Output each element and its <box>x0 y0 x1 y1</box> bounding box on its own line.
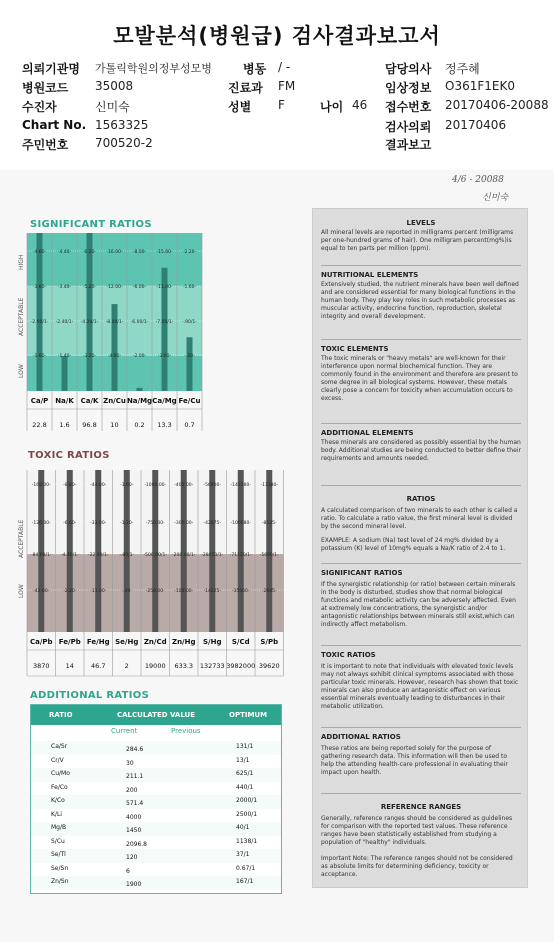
ratio-label: Ca/Mg <box>152 397 177 405</box>
current-value: 2096.8 <box>126 840 147 848</box>
tick-label: -6.00/1- <box>130 320 149 325</box>
ratio-bar <box>137 388 143 391</box>
handwritten-name: 신미숙 <box>482 193 509 203</box>
ward-value: / - <box>278 60 291 74</box>
age-value: 46 <box>352 98 368 112</box>
tick-label: -11.00- <box>90 589 107 594</box>
divider <box>321 339 521 340</box>
ratio-label: S/Pb <box>260 638 279 646</box>
levels-text: All mineral levels are reported in milligrams percent (milligrams per one-hundred grams of hair). One milligram percent(mg%)is equal to ten parts per million (ppm). <box>321 229 514 252</box>
tick-label: -11.00- <box>156 285 173 290</box>
additional-elements-title: ADDITIONAL ELEMENTS <box>321 429 414 437</box>
divider <box>321 563 521 564</box>
col-previous: Previous <box>171 727 201 735</box>
chart-no-value: 1563325 <box>95 118 149 132</box>
current-value: 284.6 <box>126 746 144 753</box>
optimum-value: 167/1 <box>236 878 254 885</box>
ratio-label: S/Hg <box>203 638 222 646</box>
optimum-value: 40/1 <box>236 824 250 831</box>
ratios-title: RATIOS <box>406 495 436 503</box>
tick-label: -3.40- <box>57 285 72 290</box>
ratio-name: Fe/Co <box>51 783 68 791</box>
doctor-label: 담당의사 <box>385 62 432 76</box>
tick-label: -4.40/1- <box>60 553 79 558</box>
tick-label: -500.00/1- <box>143 553 167 558</box>
significant-ratios-info-text: If the synergistic relationship (or ratio) between certain minerals in the body is disturbed, studies show that normal biological functions and metabolic activity can be adversely affected. Even at extremely low concentrations, the synergistic and/or antagonistic relationships between minerals still exist,which can indirectly affect metabolism. <box>321 581 516 628</box>
divider <box>321 423 521 424</box>
ratio-label: Zn/Cd <box>143 638 167 646</box>
optimum-value: 0.67/1 <box>236 864 256 872</box>
table-row <box>31 876 281 890</box>
ward-label: 병동 <box>243 62 267 76</box>
table-row <box>31 755 281 769</box>
ratio-value: 13.3 <box>157 421 172 429</box>
ratio-label: Ca/Pb <box>29 638 53 646</box>
tick-label: -.80/1- <box>119 553 135 558</box>
tick-label: -1.60- <box>182 285 197 290</box>
additional-ratios-info-title: ADDITIONAL RATIOS <box>321 733 401 741</box>
tick-label: -126.00- <box>31 521 51 526</box>
ratio-bar <box>37 233 43 391</box>
ratio-bar <box>181 470 187 632</box>
ratio-label: Zn/Cu <box>103 397 126 405</box>
tick-label: -4.60- <box>32 250 47 255</box>
current-value: 1450 <box>126 827 142 834</box>
tick-label: -4.40- <box>57 250 72 255</box>
tick-label: -22.00/1- <box>87 553 109 558</box>
ratio-bar <box>238 470 244 632</box>
toxic-band-acceptable-label: ACCEPTABLE <box>18 519 25 558</box>
significant-ratios-info-title: SIGNIFICANT RATIOS <box>321 569 403 577</box>
tick-label: -6.60- <box>63 521 77 526</box>
rrn-value: 700520-2 <box>95 136 153 150</box>
tick-label: -750.00- <box>145 521 165 526</box>
table-row <box>31 849 281 863</box>
ratio-name: Mg/B <box>51 824 67 831</box>
hospital-code-value: 35008 <box>95 79 134 93</box>
ratio-value: 96.8 <box>82 421 97 429</box>
tick-label: -11380- <box>260 483 279 488</box>
optimum-value: 37/1 <box>236 851 250 858</box>
handwritten-note: 4/6 - 20088 <box>452 175 504 185</box>
ratio-label: Na/Mg <box>126 397 153 405</box>
tick-label: -2.60/1- <box>30 320 49 325</box>
tick-label: -5690/1- <box>259 553 279 558</box>
table-row <box>31 768 281 782</box>
sex-label: 성별 <box>228 100 252 114</box>
tick-label: -8.00/1- <box>105 320 124 325</box>
clinical-value: O361F1EK0 <box>445 79 515 93</box>
ratio-label: Se/Hg <box>115 638 139 646</box>
tick-label: -300.00- <box>174 521 194 526</box>
tick-label: -2.20- <box>63 589 77 594</box>
ratio-label: S/Cd <box>231 638 250 646</box>
ratio-name: Cr/V <box>51 756 64 764</box>
patient-value: 신미숙 <box>95 100 130 114</box>
col-ratio: RATIO <box>49 711 73 719</box>
hospital-code-label: 병원코드 <box>22 81 69 95</box>
ratios-example: EXAMPLE: A sodium (Na) test level of 24 mg% divided by a potassium (K) level of 10mg% equals a Na/K ratio of 2.4 to 1. <box>321 537 506 552</box>
rrn-label: 주민번호 <box>22 138 69 152</box>
col-optimum: OPTIMUM <box>229 711 268 719</box>
divider <box>321 645 521 646</box>
divider <box>321 727 521 728</box>
ratio-value: 3982000 <box>226 662 256 670</box>
table-row <box>31 863 281 877</box>
levels-title: LEVELS <box>406 219 436 227</box>
institution-label: 의뢰기관명 <box>22 62 80 76</box>
current-value: 200 <box>126 786 138 794</box>
tick-label: -16.00- <box>106 250 123 255</box>
tick-label: -1.60- <box>32 354 47 359</box>
tick-label: -.20- <box>184 354 195 359</box>
additional-ratios-table <box>30 704 282 894</box>
tick-label: -2.00- <box>132 354 147 359</box>
ratio-bar <box>187 337 193 391</box>
doctor-value: 정주혜 <box>445 62 480 76</box>
ratio-value: 14 <box>65 662 74 670</box>
tick-label: -56900- <box>203 483 222 488</box>
ratio-name: Se/Tl <box>51 851 66 858</box>
tick-label: -71120/1- <box>229 553 252 558</box>
tick-label: -4.00- <box>107 354 122 359</box>
ratio-name: S/Cu <box>51 837 65 845</box>
tick-label: -35560- <box>231 589 250 594</box>
report-title: 모발분석(병원급) 검사결과보고서 <box>113 24 441 48</box>
tick-label: -3.20- <box>82 354 97 359</box>
optimum-value: 440/1 <box>236 783 254 791</box>
institution-value: 가톨릭학원의정부성모병 <box>95 62 212 75</box>
toxic-ratios-chart <box>12 462 290 684</box>
sex-value: F <box>278 98 285 112</box>
additional-ratios-info-text: These ratios are being reported solely for the purpose of gathering research data. This information will then be used to help the attending health-care professional in evaluating their impact upon health. <box>321 745 508 776</box>
clinical-label: 임상정보 <box>385 81 432 95</box>
ratio-bar <box>87 233 93 391</box>
tick-label: -8.80- <box>63 483 77 488</box>
ratio-label: Fe/Hg <box>86 638 110 646</box>
tick-label: -3.60- <box>32 285 47 290</box>
band-acceptable-label: ACCEPTABLE <box>18 297 25 336</box>
band-high-label: HIGH <box>18 254 25 270</box>
nutritional-title: NUTRITIONAL ELEMENTS <box>321 271 419 279</box>
table-row <box>31 795 281 809</box>
col-calculated: CALCULATED VALUE <box>117 711 196 719</box>
request-label: 검사의뢰 <box>385 120 432 134</box>
tick-label: -.90/1- <box>182 320 197 325</box>
additional-elements-text: These minerals are considered as possibly essential by the human body. Additional studies are being conducted to better define their requirements and amounts needed. <box>321 439 521 462</box>
current-value: 211.1 <box>126 773 144 780</box>
toxic-band-low-label: LOW <box>18 584 25 598</box>
table-row <box>31 822 281 836</box>
table-header <box>31 705 281 725</box>
toxic-ratios-info-title: TOXIC RATIOS <box>321 651 376 659</box>
tick-label: -14225- <box>203 589 222 594</box>
tick-label: -8.00- <box>132 250 147 255</box>
current-value: 4000 <box>126 813 142 821</box>
optimum-value: 2000/1 <box>236 797 258 804</box>
ratio-bar <box>62 356 68 391</box>
table-row <box>31 809 281 823</box>
ratio-label: Zn/Hg <box>172 638 196 646</box>
ratio-value: 132733 <box>199 662 225 670</box>
request-value: 20170406 <box>445 118 507 132</box>
ratio-label: Fe/Pb <box>58 638 81 646</box>
ratio-bar <box>112 304 118 391</box>
report-header <box>0 0 554 160</box>
important-note: Important Note: The reference ranges should not be considered as absolute limits for determining deficiency, toxicity or acceptance. <box>321 855 513 878</box>
current-value: 1900 <box>126 881 142 888</box>
table-row <box>31 741 281 755</box>
tick-label: -42675- <box>203 521 222 526</box>
divider <box>321 793 521 794</box>
ratio-label: Na/K <box>55 397 74 405</box>
receipt-label: 접수번호 <box>385 100 432 114</box>
info-panel <box>312 208 528 888</box>
reference-ranges-title: REFERENCE RANGES <box>380 803 462 811</box>
optimum-value: 131/1 <box>236 743 254 750</box>
toxic-elements-title: TOXIC ELEMENTS <box>321 345 389 353</box>
report-date-label: 결과보고 <box>385 138 432 152</box>
tick-label: -1000.00- <box>144 483 167 488</box>
receipt-value: 20170406-20088 <box>445 98 549 112</box>
age-label: 나이 <box>320 100 344 114</box>
chart-band <box>27 233 202 286</box>
ratio-value: 10 <box>110 421 119 429</box>
ratio-bar <box>266 470 272 632</box>
ratio-value: 39620 <box>258 662 280 670</box>
toxic-ratios-title: TOXIC RATIOS <box>28 450 110 461</box>
toxic-ratios-info-text: It is important to note that individuals with elevated toxic levels may not always exhibit clinical symptoms associated with those particular toxic minerals. However, research has shown that toxic minerals can also produce an antagonistic effect on various essential minerals eventually leading to disturbances in their metabolic utilization. <box>321 663 519 710</box>
tick-label: -142280- <box>230 483 251 488</box>
tick-label: -15.00- <box>156 250 173 255</box>
tick-label: -1.60- <box>120 483 134 488</box>
tick-label: -200.00/1- <box>172 553 196 558</box>
divider <box>321 265 521 266</box>
tick-label: -6.20- <box>82 250 97 255</box>
significant-ratios-title: SIGNIFICANT RATIOS <box>30 219 152 230</box>
tick-label: -84.00/1- <box>30 553 52 558</box>
ratio-value: 3870 <box>32 662 50 670</box>
ratio-value: 2 <box>124 662 129 670</box>
tick-label: -250.00- <box>145 589 165 594</box>
tick-label: -1.40- <box>57 354 72 359</box>
tick-label: -400.00- <box>174 483 194 488</box>
current-value: 30 <box>126 759 134 767</box>
tick-label: -42.00- <box>33 589 50 594</box>
ratio-value: 633.3 <box>174 662 194 670</box>
ratio-bar <box>152 470 158 632</box>
tick-label: -168.00- <box>31 483 51 488</box>
reference-ranges-text: Generally, reference ranges should be considered as guidelines for comparison with the reported test values. These reference ranges have been statistically established from studying a population of "healthy" individuals. <box>321 815 513 846</box>
ratio-value: 22.8 <box>32 421 47 429</box>
tick-label: -7.00/1- <box>155 320 174 325</box>
tick-label: -2.40/1- <box>55 320 74 325</box>
dept-label: 진료과 <box>228 81 263 95</box>
ratio-bar <box>124 470 130 632</box>
chart-no-label: Chart No. <box>22 118 87 132</box>
dept-value: FM <box>278 79 296 93</box>
ratio-bar <box>95 470 101 632</box>
ratio-bar <box>38 470 44 632</box>
table-row <box>31 836 281 850</box>
tick-label: -2845- <box>261 589 277 594</box>
ratio-bar <box>67 470 73 632</box>
ratio-name: Zn/Sn <box>51 878 69 885</box>
tick-label: -1.20- <box>120 521 134 526</box>
ratio-value: 0.2 <box>134 421 145 429</box>
tick-label: -2.20- <box>182 250 197 255</box>
tick-label: -3.00- <box>157 354 172 359</box>
nutritional-text: Extensively studied, the nutrient minerals have been well defined and are considered essential for many biological functions in the human body. They play key roles in such metabolic processes as muscular activity, endocrine function, reproduction, skeletal integrity and overall development. <box>321 281 519 320</box>
current-value: 120 <box>126 854 138 861</box>
tick-label: -4.20/1- <box>80 320 99 325</box>
ratio-name: Se/Sn <box>51 864 69 872</box>
tick-label: -106680- <box>230 521 251 526</box>
toxic-elements-text: The toxic minerals or "heavy metals" are well-known for their interference upon normal biochemical function. They are commonly found in the environment and therefore are present to some degree in all biological systems. However, these metals clearly pose a concern for toxicity when accumulation occurs to excess. <box>321 355 518 402</box>
tick-label: -12.00- <box>106 285 123 290</box>
band-low-label: LOW <box>18 364 25 378</box>
additional-ratios-title: ADDITIONAL RATIOS <box>30 690 150 701</box>
ratio-name: Cu/Mo <box>51 770 70 777</box>
ratio-label: Ca/P <box>30 397 49 405</box>
ratio-name: Ca/Sr <box>51 743 68 750</box>
tick-label: -8535- <box>261 521 277 526</box>
ratio-label: Ca/K <box>80 397 99 405</box>
tick-label: -44.00- <box>90 483 107 488</box>
ratio-value: 19000 <box>144 662 166 670</box>
ratio-bar <box>209 470 215 632</box>
ratios-text: A calculated comparison of two minerals to each other is called a ratio. To calculate a ratio value, the first mineral level is divided by the second mineral level. <box>321 507 518 530</box>
tick-label: -28450/1- <box>201 553 224 558</box>
tick-label: -100.00- <box>174 589 194 594</box>
ratio-value: 0.7 <box>184 421 195 429</box>
tick-label: -6.00- <box>132 285 147 290</box>
table-row <box>31 782 281 796</box>
tick-label: -5.20- <box>82 285 97 290</box>
optimum-value: 2500/1 <box>236 810 258 818</box>
col-current: Current <box>111 727 138 735</box>
ratio-name: K/Co <box>51 797 65 804</box>
ratio-label: Fe/Cu <box>178 397 201 405</box>
divider <box>321 485 521 486</box>
tick-label: -33.00- <box>90 521 107 526</box>
ratio-value: 1.6 <box>59 421 70 429</box>
patient-label: 수진자 <box>22 100 57 114</box>
optimum-value: 625/1 <box>236 770 254 777</box>
significant-ratios-chart <box>12 231 290 431</box>
tick-label: -.40- <box>121 589 132 594</box>
ratio-name: K/Li <box>51 810 62 818</box>
optimum-value: 1138/1 <box>236 837 258 845</box>
optimum-value: 13/1 <box>236 756 250 764</box>
current-value: 6 <box>126 867 130 875</box>
ratio-value: 46.7 <box>91 662 106 670</box>
current-value: 571.4 <box>126 800 144 807</box>
